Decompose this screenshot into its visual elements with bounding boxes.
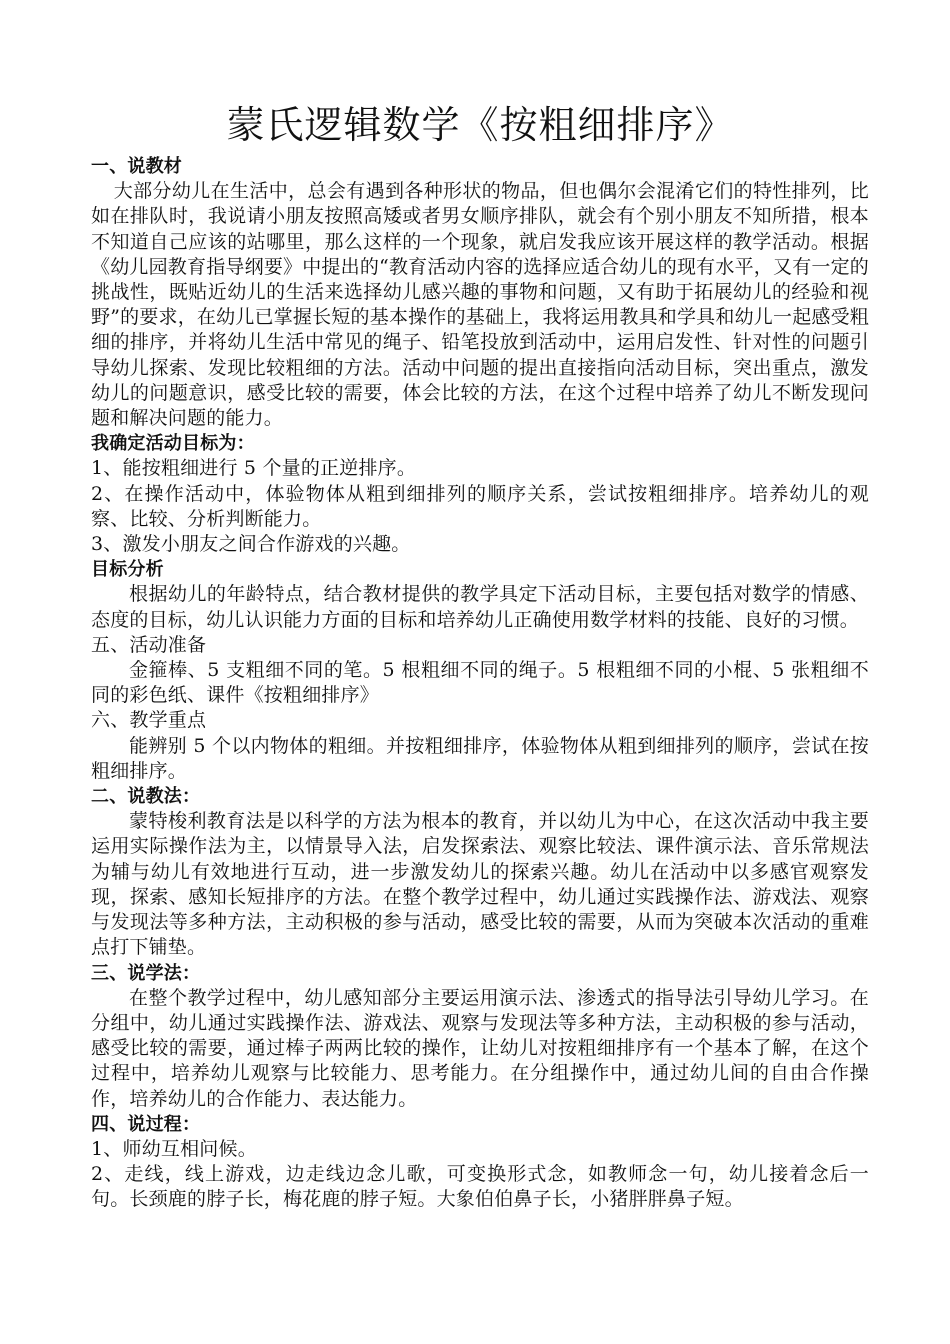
text-line: 六、教学重点	[91, 709, 207, 732]
paragraph: 金箍棒、5 支粗细不同的笔。5 根粗细不同的绳子。5 根粗细不同的小棍、5 张粗细不同的彩色纸、课件《按粗细排序》	[91, 659, 869, 707]
text-line: 2、在操作活动中，体验物体从粗到细排列的顺序关系，尝试按粗细排序。培养幼儿的观察、比较、分析判断能力。	[91, 482, 869, 530]
section-heading: 二、说教法：	[91, 786, 201, 808]
text-line: 3、激发小朋友之间合作游戏的兴趣。	[91, 533, 411, 556]
section-heading: 四、说过程：	[91, 1113, 201, 1135]
text-line: 1、师幼互相问候。	[91, 1137, 257, 1160]
section-heading: 一、说教材	[91, 156, 182, 177]
section-heading: 我确定活动目标为：	[91, 433, 255, 455]
paragraph: 蒙特梭利教育法是以科学的方法为根本的教育，并以幼儿为中心，在这次活动中我主要运用实际操作法为主，以情景导入法，启发探索法、观察比较法、课件演示法、音乐常规法为辅与幼儿有效地进行互动，进一步激发幼儿的探索兴趣。幼儿在活动中以多感官观察发现，探索、感知长短排序的方法。在整个教学过程中，幼儿通过实践操作法、游戏法、观察与发现法等多种方法，主动积极的参与活动，感受比较的需要，从而为突破本次活动的重难点打下铺垫。	[91, 810, 869, 959]
document-page	[91, 96, 869, 1213]
section-heading: 目标分析	[91, 559, 164, 581]
document-title: 蒙氏逻辑数学《按粗细排序》	[226, 103, 734, 147]
paragraph: 能辨别 5 个以内物体的粗细。并按粗细排序，体验物体从粗到细排列的顺序，尝试在按粗细排序。	[91, 734, 869, 782]
paragraph: 在整个教学过程中，幼儿感知部分主要运用演示法、渗透式的指导法引导幼儿学习。在分组中，幼儿通过实践操作法、游戏法、观察与发现法等多种方法，主动积极的参与活动，感受比较的需要，通过棒子两两比较的操作，让幼儿对按粗细排序有一个基本了解，在这个过程中，培养幼儿观察与比较能力、思考能力。在分组操作中，通过幼儿间的自由合作操作，培养幼儿的合作能力、表达能力。	[91, 986, 869, 1110]
section-heading: 三、说学法：	[91, 962, 201, 984]
text-line: 2、走线，线上游戏，边走线边念儿歌，可变换形式念，如教师念一句，幼儿接着念后一句。长颈鹿的脖子长，梅花鹿的脖子短。大象伯伯鼻子长，小猪胖胖鼻子短。	[91, 1163, 869, 1211]
document-body	[91, 154, 869, 1213]
text-line: 五、活动准备	[91, 633, 207, 656]
paragraph: 根据幼儿的年龄特点，结合教材提供的教学具定下活动目标，主要包括对数学的情感、态度的目标，幼儿认识能力方面的目标和培养幼儿正确使用数学材料的技能、良好的习惯。	[91, 583, 869, 631]
text-line: 1、能按粗细进行 5 个量的正逆排序。	[91, 457, 417, 480]
paragraph: 大部分幼儿在生活中，总会有遇到各种形状的物品，但也偶尔会混淆它们的特性排列，比如在排队时，我说请小朋友按照高矮或者男女顺序排队，就会有个别小朋友不知所措，根本不知道自己应该的站哪里，那么这样的一个现象，就启发我应该开展这样的教学活动。根据《幼儿园教育指导纲要》中提出的“教育活动内容的选择应适合幼儿的现有水平，又有一定的挑战性，既贴近幼儿的生活来选择幼儿感兴趣的事物和问题，又有助于拓展幼儿的经验和视野”的要求，在幼儿已掌握长短的基本操作的基础上，我将运用教具和学具和幼儿一起感受粗细的排序，并将幼儿生活中常见的绳子、铅笔投放到活动中，运用启发性、针对性的问题引导幼儿探索、发现比较粗细的方法。活动中问题的提出直接指向活动目标，突出重点，激发幼儿的问题意识，感受比较的需要，体会比较的方法，在这个过程中培养了幼儿不断发现问题和解决问题的能力。	[91, 180, 869, 430]
